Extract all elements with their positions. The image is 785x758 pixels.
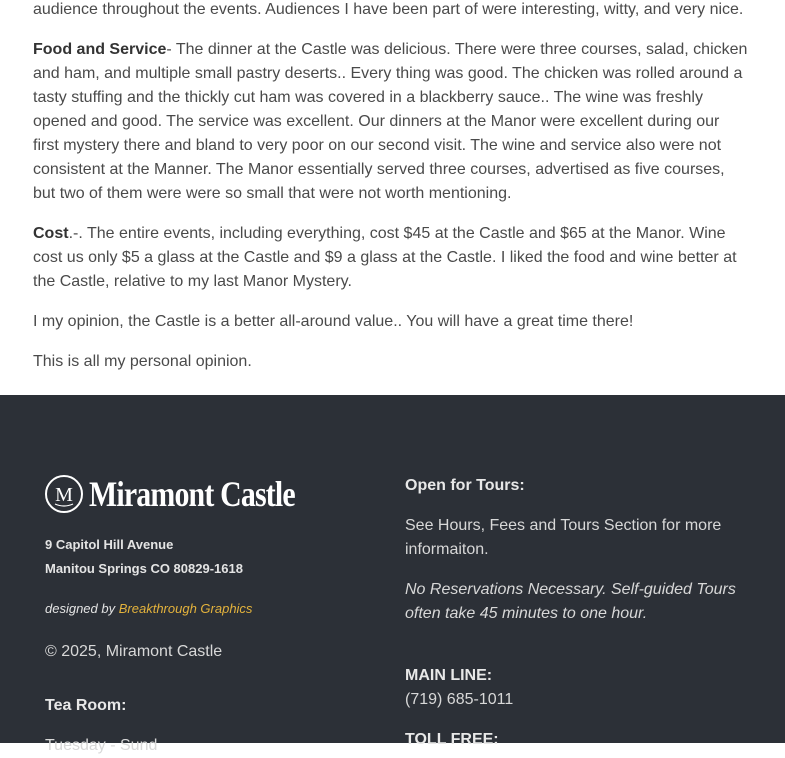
address-line-1: 9 Capitol Hill Avenue: [45, 537, 174, 552]
article-paragraph-cost: Cost.-. The entire events, including everything, cost $45 at the Castle and $65 at the Manor. Wine cost us only $5 a glass at the Castle and $9 a glass at the Castle. I liked the food and wine better at the Castle, relative to my last Manor Mystery.: [33, 225, 737, 290]
main-line-phone[interactable]: (719) 685-1011: [405, 691, 514, 708]
article-paragraph-opinion: I my opinion, the Castle is a better all-around value.. You will have a great time there!: [33, 313, 634, 330]
svg-text:M: M: [55, 484, 73, 506]
designed-by: designed by Breakthrough Graphics: [45, 601, 253, 616]
open-for-tours-heading: Open for Tours:: [405, 477, 525, 494]
site-footer: [0, 395, 785, 754]
copyright: © 2025, Miramont Castle: [45, 643, 223, 660]
miramont-castle-logo[interactable]: [45, 473, 295, 517]
food-service-label: Food and Service: [33, 41, 167, 58]
open-for-tours-text: See Hours, Fees and Tours Section for more informaiton.: [405, 517, 722, 558]
toll-free-heading: TOLL FREE:: [405, 731, 499, 748]
logo-wordmark: Miramont Castle: [89, 474, 295, 514]
address-line-2: Manitou Springs CO 80829-1618: [45, 561, 243, 576]
cost-label: Cost: [33, 225, 69, 242]
tea-room-hours: Tuesday - Sund: [45, 737, 158, 754]
tea-room-heading: Tea Room:: [45, 697, 127, 714]
main-line-heading: MAIN LINE:: [405, 667, 493, 684]
article-paragraph-personal: This is all my personal opinion.: [33, 353, 252, 370]
no-reservations-text: No Reservations Necessary. Self-guided Tours often take 45 minutes to one hour.: [405, 581, 736, 622]
monogram-icon: [45, 475, 83, 513]
breakthrough-graphics-link[interactable]: Breakthrough Graphics: [118, 601, 253, 616]
article-paragraph-audience: audience throughout the events. Audiences I have been part of were interesting, witty, and very nice.: [33, 1, 744, 18]
article-paragraph-food: Food and Service- The dinner at the Castle was delicious. There were three courses, salad, chicken and ham, and multiple small pastry deserts.. Every thing was good. The chicken was rolled around a tasty stuffing and the thickly cut ham was covered in a blackberry sauce.. The wine was freshly opened and good. The service was excellent. Our dinners at the Manor were excellent during our first mystery there and bland to very poor on our second visit. The wine and service also were not consistent at the Manner. The Manor essentially served three courses, advertised as five courses, but two of them were were so small that were not worth mentioning.: [33, 41, 748, 202]
